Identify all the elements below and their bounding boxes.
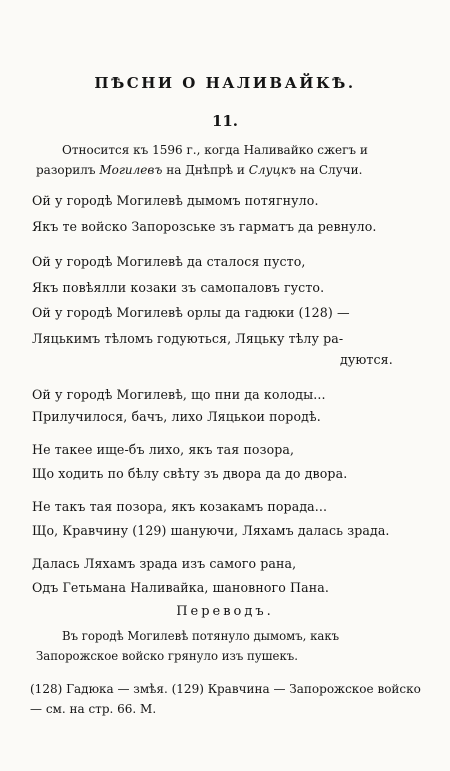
verse-line-14: Одъ Гетьмана Наливайка, шановного Пана.: [32, 580, 329, 595]
intro-text-1: Относится къ 1596 г., когда Наливайко сжегъ и разорилъ: [36, 143, 368, 177]
verse-line-4: Якъ повѣялли козаки зъ самопаловъ густо.: [32, 280, 325, 295]
verse-line-3: Ой у городѣ Могилевѣ да сталося пусто,: [32, 254, 306, 269]
intro-place-mogilev: Могилевъ: [99, 163, 163, 177]
page-title: ПѢСНИ О НАЛИВАЙКѢ.: [94, 74, 356, 92]
verse-line-11: Не такъ тая позора, якъ козакамъ порада...: [32, 499, 328, 514]
verse-line-1: Ой у городѣ Могилевѣ дымомъ потягнуло.: [32, 193, 319, 208]
intro-text-3: на Случи.: [296, 163, 363, 177]
verse-line-6-continuation: дуются.: [340, 352, 393, 367]
verse-line-8: Прилучилося, бачъ, лихо Ляцькои породѣ.: [32, 409, 321, 424]
verse-line-13: Далась Ляхамъ зрада изъ самого рана,: [32, 556, 297, 571]
intro-paragraph: [36, 140, 424, 180]
verse-line-9: Не такее ище-бъ лихо, якъ тая позора,: [32, 442, 295, 457]
intro-text-2: на Днѣпрѣ и: [162, 163, 249, 177]
verse-line-7: Ой у городѣ Могилевѣ, що пни да колоды...: [32, 387, 326, 402]
song-number: 11.: [211, 112, 239, 130]
verse-line-5: Ой у городѣ Могилевѣ орлы да гадюки (128) —: [32, 305, 350, 320]
verse-line-12: Що, Кравчину (129) шануючи, Ляхамъ далась зрада.: [32, 523, 390, 538]
translation-paragraph: Въ городѣ Могилевѣ потянуло дымомъ, какъ Запорожское войско грянуло изъ пушекъ.: [36, 629, 340, 663]
intro-place-slutsk: Слуцкъ: [248, 163, 297, 177]
footnote: (128) Гадюка — змѣя. (129) Кравчина — Запорожское войско — см. на стр. 66. М.: [30, 682, 421, 716]
translation-heading: Переводъ.: [176, 604, 274, 619]
verse-line-10: Що ходить по бѣлу свѣту зъ двора да до двора.: [32, 466, 348, 481]
verse-line-6: Ляцькимъ тѣломъ годуються, Ляцьку тѣлу ра-: [32, 331, 344, 346]
verse-line-2: Якъ те войско Запорозське зъ гарматъ да ревнуло.: [32, 219, 377, 234]
